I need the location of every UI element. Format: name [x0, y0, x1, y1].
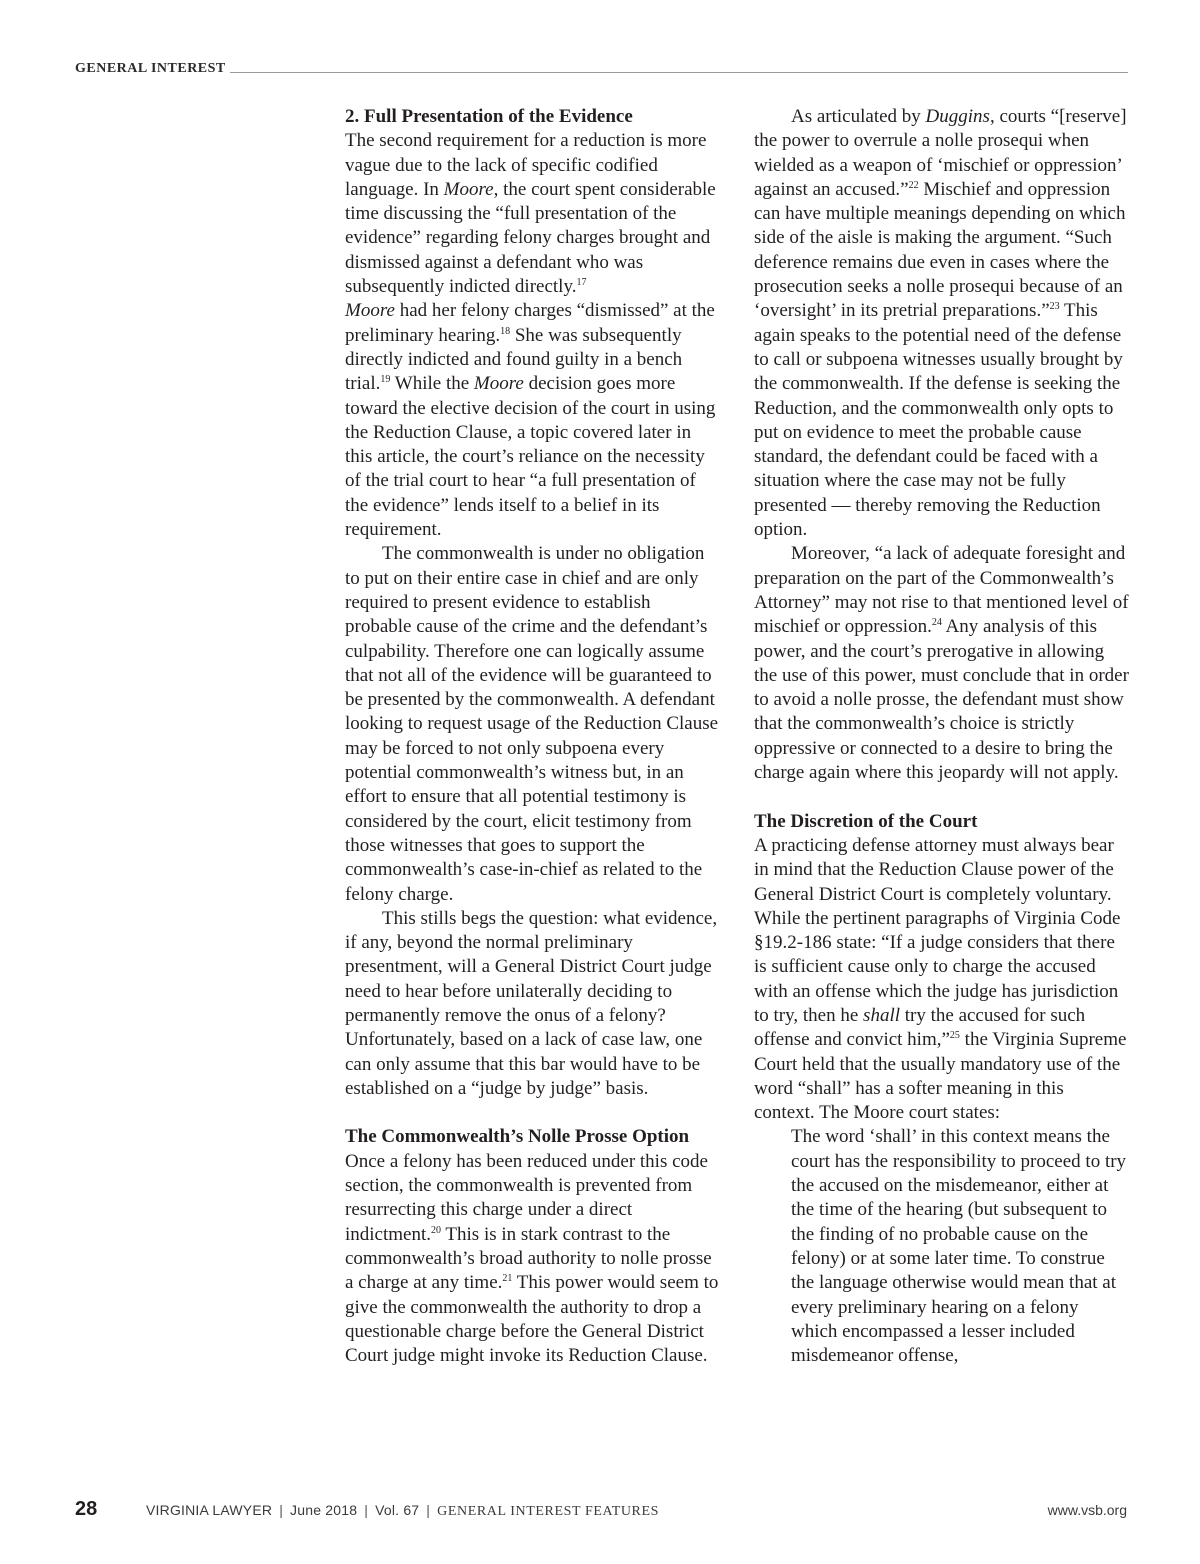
footer-separator: | — [364, 1502, 369, 1518]
paragraph: This stills begs the question: what evidence, if any, beyond the normal preliminary presentment, will a General District Court judge need to hear before unilaterally deciding to permanently remove the onus of a felony? Unfortunately, based on a lack of case law, one can only assume that this bar would have to be established on a “judge by judge” basis. — [345, 907, 718, 1099]
paragraph: Moreover, “a lack of adequate foresight and preparation on the part of the Commonwealth’s Attorney” may not rise to that mentioned level of mischief or oppression.$^{24}$ Any analysis of this power, and the court’s prerogative in allowing the use of this power, must conclude that in order to avoid a nolle prosse, the defendant must show that the commonwealth’s choice is strictly oppressive or connected to a desire to bring the charge again where this jeopardy will not apply. — [754, 543, 1129, 784]
header-rule — [230, 72, 1128, 73]
heading-nolle-prosse-option: The Commonwealth’s Nolle Prosse Option — [345, 1126, 690, 1148]
running-header-section-label: GENERAL INTEREST — [75, 61, 226, 76]
footnote-ref: 18 — [500, 325, 511, 337]
footnote-ref: 23 — [1049, 301, 1060, 313]
paragraph: The second requirement for a reduction is more vague due to the lack of specific codified language. In Moore, the court spent considerable time discussing the “full presentation of the evidence” regarding felony charges brought and dismissed against a defendant who was subsequently indicted directly.$^{17}$ Moore had her felony charges “dismissed” at the preliminary hearing.$^{18}$ She was subsequently directly indicted and found guilty in a bench trial.$^{19}$ While the Moore decision goes more toward the elective decision of the court in using the Reduction Clause, a topic covered later in this article, the court’s reliance on the necessity of the trial court to hear “a full presentation of the evidence” lends itself to a belief in its requirement. — [345, 130, 716, 541]
website-url: www.vsb.org — [1047, 1502, 1127, 1518]
footer-publication-line — [146, 1502, 659, 1520]
footnote-ref: 24 — [931, 617, 942, 629]
footnote-ref: 25 — [949, 1030, 960, 1042]
heading-full-presentation: 2. Full Presentation of the Evidence — [345, 106, 633, 127]
footnote-ref: 19 — [380, 374, 391, 386]
right-column — [754, 105, 1129, 1368]
page-number: 28 — [75, 1498, 98, 1520]
issue-date: June 2018 — [290, 1502, 358, 1518]
footer-section-name: GENERAL INTEREST FEATURES — [437, 1504, 660, 1519]
block-quote: The word ‘shall’ in this context means the court has the responsibility to proceed to try the accused on the misdemeanor, either at the time of the hearing (but subsequent to the finding of no probable cause on the felony) or at some later time. To construe the language otherwise would mean that at every preliminary hearing on a felony which encompassed a lesser included misdemeanor offense, — [791, 1126, 1127, 1367]
left-column — [345, 105, 720, 1368]
paragraph: The commonwealth is under no obligation to put on their entire case in chief and are only required to present evidence to establish probable cause of the crime and the defendant’s culpability. Therefore one can logically assume that not all of the evidence will be guaranteed to be presented by the commonwealth. A defendant looking to request usage of the Reduction Clause may be forced to not only subpoena every potential commonwealth’s witness but, in an effort to ensure that all potential testimony is considered by the court, elicit testimony from those witnesses that goes to support the commonwealth’s case-in-chief as related to the felony charge. — [345, 543, 719, 905]
footnote-ref: 22 — [908, 179, 919, 191]
paragraph: A practicing defense attorney must always bear in mind that the Reduction Clause power of the General District Court is completely voluntary. While the pertinent paragraphs of Virginia Code §19.2-186 state: “If a judge considers that there is sufficient cause only to charge the accused with an offense which the judge has jurisdiction to try, then he shall try the accused for such offense and convict him,”$^{25}$ the Virginia Supreme Court held that the usually mandatory use of the word “shall” has a softer meaning in this context. The Moore court states: — [754, 834, 1127, 1124]
footnote-ref: 17 — [576, 277, 587, 289]
volume: Vol. 67 — [375, 1502, 420, 1518]
footer-separator: | — [279, 1502, 284, 1518]
footnote-ref: 20 — [431, 1224, 442, 1236]
publication-name: VIRGINIA LAWYER — [146, 1502, 273, 1518]
paragraph: Once a felony has been reduced under this code section, the commonwealth is prevented from resurrecting this charge under a direct indictment.$^{20}$ This is in stark contrast to the commonwealth’s broad authority to nolle prosse a charge at any time.$^{21}$ This power would seem to give the commonwealth the authority to drop a questionable charge before the General District Court judge might invoke its Reduction Clause. — [345, 1150, 719, 1367]
footer-separator: | — [426, 1502, 431, 1518]
heading-discretion-of-court: The Discretion of the Court — [754, 810, 978, 832]
paragraph: As articulated by Duggins, courts “[reserve] the power to overrule a nolle prosequi when wielded as a weapon of ‘mischief or oppression’ against an accused.”$^{22}$ Mischief and oppression can have multiple meanings depending on which side of the aisle is making the argument. “Such deference remains due even in cases where the prosecution seeks a nolle prosequi because of an ‘oversight’ in its pretrial preparations.”$^{23}$ This again speaks to the potential need of the defense to call or subpoena witnesses usually brought by the commonwealth. If the defense is seeking the Reduction, and the commonwealth only opts to put on evidence to meet the probable cause standard, the defendant could be faced with a situation where the case may not be fully presented — thereby removing the Reduction option. — [754, 106, 1127, 541]
footnote-ref: 21 — [502, 1273, 513, 1285]
